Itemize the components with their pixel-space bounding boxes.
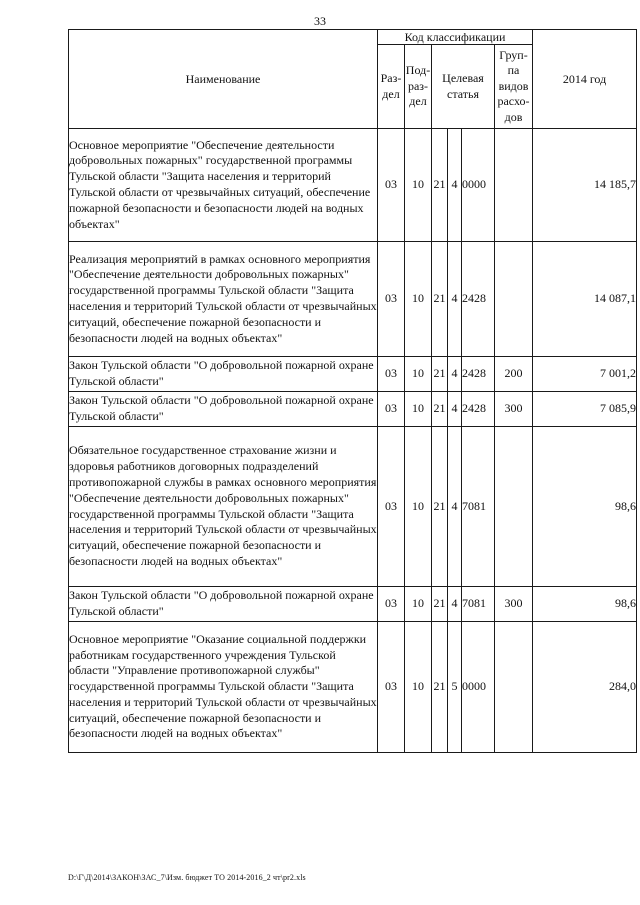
row-cs-direction: 7081	[462, 587, 495, 622]
row-amount: 7 085,9	[533, 392, 637, 427]
row-cs-direction: 0000	[462, 622, 495, 753]
row-amount: 284,0	[533, 622, 637, 753]
header-celevaya-statya: Целевая статья	[432, 45, 495, 129]
row-name: Обязательное государственное страхование жизни и здоровья работников договорных подразделений противопожарной службы в рамках основного мероприятия "Обеспечение деятельности добровольных пожарных" государственной программы Тульской области "Защита населения и территорий Тульской области от чрезвычайных ситуаций, обеспечение пожарной безопасности и безопасности людей на водных объектах"	[69, 427, 378, 587]
row-razdel: 03	[378, 427, 405, 587]
row-amount: 7 001,2	[533, 357, 637, 392]
row-podrazdel: 10	[405, 587, 432, 622]
row-cs-program: 21	[432, 587, 448, 622]
row-amount: 98,6	[533, 427, 637, 587]
row-cs-subprogram: 4	[448, 129, 462, 242]
row-vid	[495, 242, 533, 357]
row-podrazdel: 10	[405, 622, 432, 753]
row-vid	[495, 622, 533, 753]
table-row	[69, 427, 637, 587]
row-vid	[495, 427, 533, 587]
table-row	[69, 622, 637, 753]
footer-file-path: D:\Г\Д\2014\ЗАКОН\ЗАС_7\Изм. бюджет ТО 2014-2016_2 чт\pr2.xls	[68, 873, 306, 882]
row-cs-program: 21	[432, 242, 448, 357]
row-name: Закон Тульской области "О добровольной пожарной охране Тульской области"	[69, 357, 378, 392]
row-cs-program: 21	[432, 129, 448, 242]
table-row	[69, 129, 637, 242]
table-row	[69, 357, 637, 392]
row-cs-subprogram: 4	[448, 357, 462, 392]
row-razdel: 03	[378, 129, 405, 242]
row-podrazdel: 10	[405, 427, 432, 587]
row-cs-direction: 2428	[462, 242, 495, 357]
row-podrazdel: 10	[405, 129, 432, 242]
row-name: Реализация мероприятий в рамках основного мероприятия "Обеспечение деятельности добровольных пожарных" государственной программы Тульской области "Защита населения и территорий Тульской области от чрезвычайных ситуаций, обеспечение пожарной безопасности и безопасности людей на водных объектах"	[69, 242, 378, 357]
row-name: Закон Тульской области "О добровольной пожарной охране Тульской области"	[69, 392, 378, 427]
row-razdel: 03	[378, 587, 405, 622]
row-vid: 200	[495, 357, 533, 392]
table-row	[69, 392, 637, 427]
table-row	[69, 587, 637, 622]
row-vid: 300	[495, 392, 533, 427]
row-cs-direction: 2428	[462, 392, 495, 427]
row-cs-program: 21	[432, 427, 448, 587]
row-amount: 14 087,1	[533, 242, 637, 357]
header-razdel: Раз- дел	[378, 45, 405, 129]
row-razdel: 03	[378, 357, 405, 392]
row-razdel: 03	[378, 622, 405, 753]
row-cs-program: 21	[432, 392, 448, 427]
row-cs-subprogram: 4	[448, 392, 462, 427]
row-cs-program: 21	[432, 622, 448, 753]
row-name: Основное мероприятие "Оказание социальной поддержки работникам государственного учреждения Тульской области "Управление противопожарной службы" государственной программы Тульской области "Защита населения и территорий Тульской области от чрезвычайных ситуаций, обеспечение пожарной безопасности и безопасности людей на водных объектах"	[69, 622, 378, 753]
row-cs-subprogram: 4	[448, 242, 462, 357]
header-name: Наименование	[69, 30, 378, 129]
header-year: 2014 год	[533, 30, 637, 129]
row-podrazdel: 10	[405, 357, 432, 392]
header-code-classification: Код классификации	[378, 30, 533, 45]
row-cs-program: 21	[432, 357, 448, 392]
row-name: Основное мероприятие "Обеспечение деятельности добровольных пожарных" государственной программы Тульской области "Защита населения и территорий Тульской области от чрезвычайных ситуаций, обеспечение пожарной безопасности и безопасности людей на водных объектах"	[69, 129, 378, 242]
header-row-top	[69, 30, 637, 45]
row-podrazdel: 10	[405, 392, 432, 427]
row-cs-subprogram: 4	[448, 587, 462, 622]
header-gruppa-vidov: Груп- па видов расхо- дов	[495, 45, 533, 129]
row-amount: 98,6	[533, 587, 637, 622]
row-vid: 300	[495, 587, 533, 622]
row-cs-direction: 2428	[462, 357, 495, 392]
page-number: 33	[314, 14, 326, 28]
table-row	[69, 242, 637, 357]
row-name: Закон Тульской области "О добровольной пожарной охране Тульской области"	[69, 587, 378, 622]
row-vid	[495, 129, 533, 242]
row-cs-subprogram: 5	[448, 622, 462, 753]
budget-table	[68, 29, 637, 753]
row-razdel: 03	[378, 242, 405, 357]
row-cs-subprogram: 4	[448, 427, 462, 587]
row-podrazdel: 10	[405, 242, 432, 357]
row-cs-direction: 0000	[462, 129, 495, 242]
header-podrazdel: Под- раз- дел	[405, 45, 432, 129]
row-razdel: 03	[378, 392, 405, 427]
row-amount: 14 185,7	[533, 129, 637, 242]
row-cs-direction: 7081	[462, 427, 495, 587]
